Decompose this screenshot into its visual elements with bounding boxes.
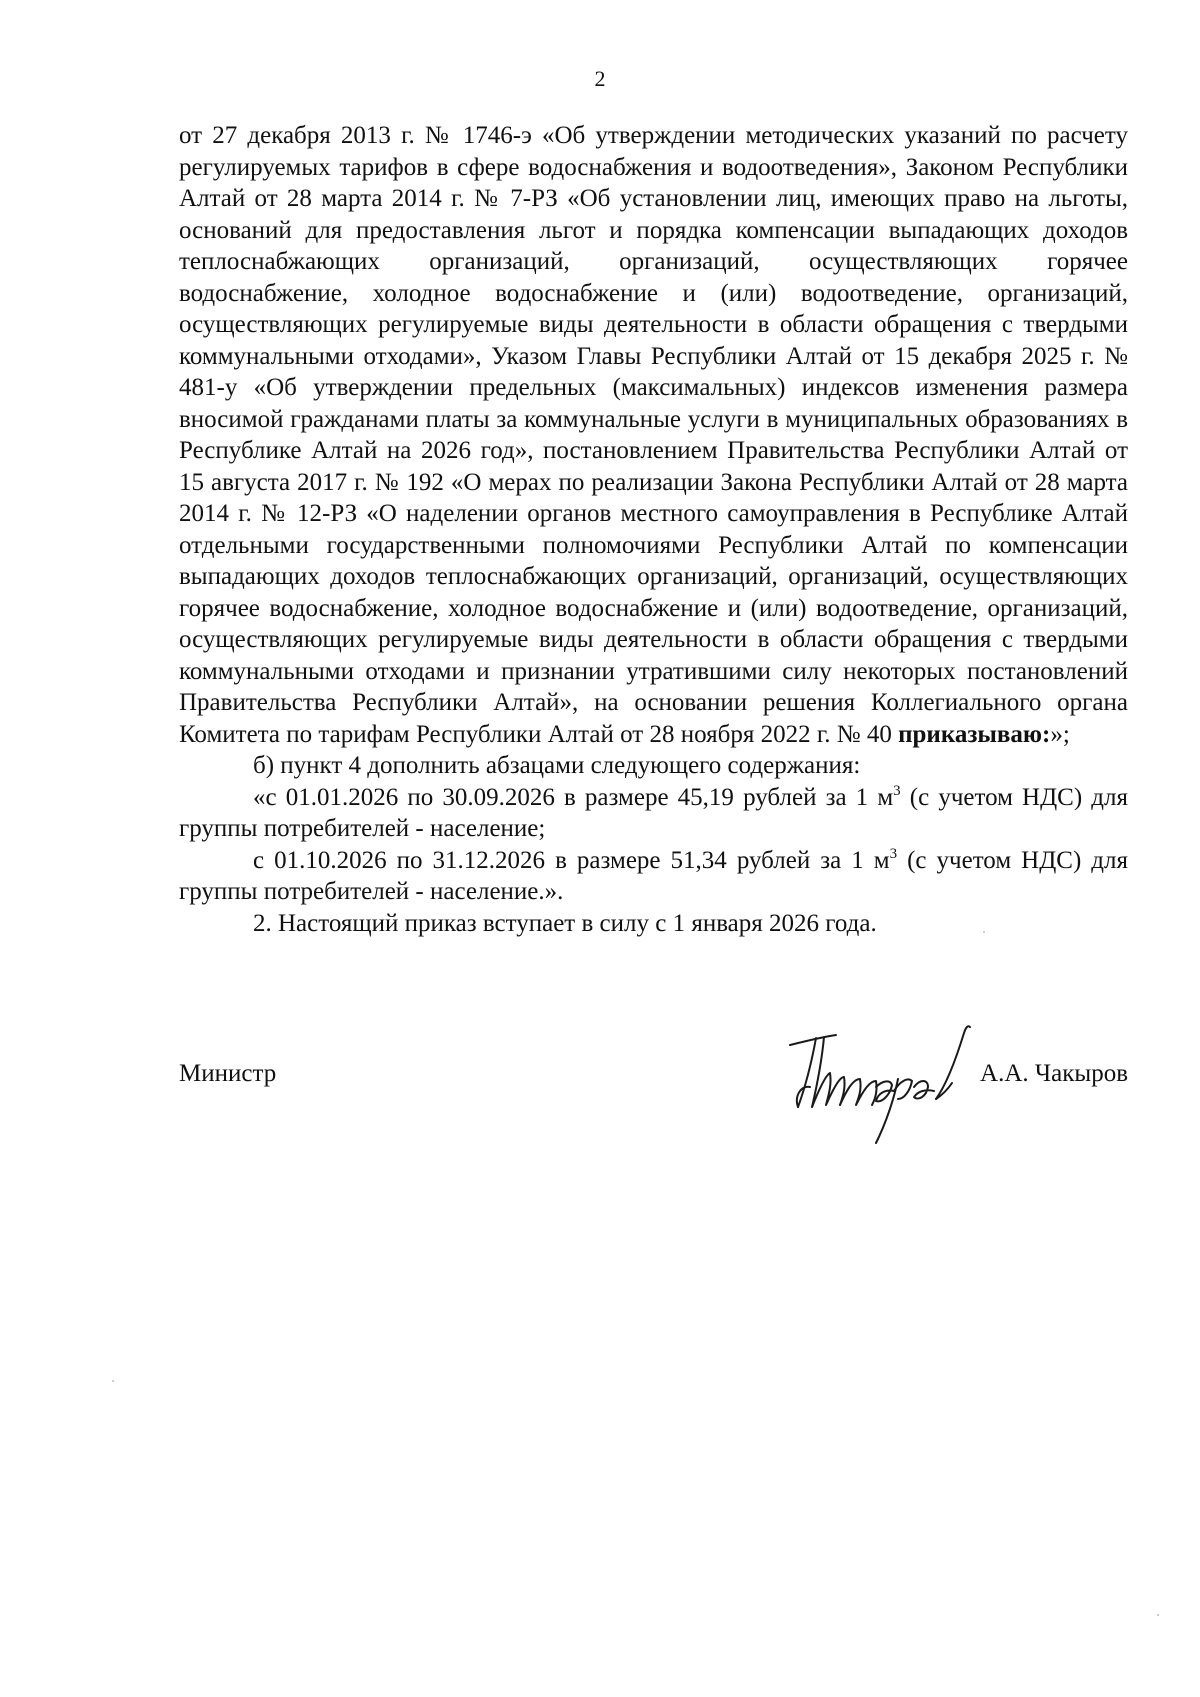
legal-basis-paragraph bbox=[179, 120, 1128, 750]
unit-exponent-1: 3 bbox=[893, 782, 901, 799]
rate-tail-1: (с учетом НДС) для группы потребителей - население; bbox=[179, 783, 1128, 842]
order-word: приказываю: bbox=[898, 720, 1051, 748]
signatory-name: А.А. Чакыров bbox=[980, 1060, 1128, 1087]
effective-date-paragraph: 2. Настоящий приказ вступает в силу с 1 января 2026 года. bbox=[253, 909, 877, 937]
rate-text-2: с 01.10.2026 по 31.12.2026 в размере 51,34 рублей за 1 м bbox=[253, 846, 890, 874]
amendment-intro: б) пункт 4 дополнить абзацами следующего содержания: bbox=[253, 752, 861, 779]
rate-tail-2: (с учетом НДС) для группы потребителей - население.». bbox=[179, 846, 1129, 905]
scan-speck bbox=[1157, 1614, 1159, 1616]
order-tail: »; bbox=[1050, 720, 1070, 748]
handwritten-signature bbox=[776, 1015, 991, 1145]
scan-speck bbox=[112, 1380, 114, 1382]
legal-basis-text: от 27 декабря 2013 г. № 1746-э «Об утверждении методических указаний по расчету регулируемых тарифов в сфере водоснабжения и водоотведения», Законом Республики Алтай от 28 марта 2014 г. № 7-РЗ «Об установлении лиц, имеющих право на льготы, оснований для предоставления льгот и порядка компенсации выпадающих доходов теплоснабжающих организаций, организаций, осуществляющих горячее водоснабжение, холодное водоснабжение и (или) водоотведение, организаций, осуществляющих регулируемые виды деятельности в области обращения с твердыми коммунальными отходами», Указом Главы Республики Алтай от 15 декабря 2025 г. № 481-у «Об утверждении предельных (максимальных) индексов изменения размера вносимой гражданами платы за коммунальные услуги в муниципальных образованиях в Республике Алтай на 2026 год», постановлением Правительства Республики Алтай от 15 августа 2017 г. № 192 «О мерах по реализации Закона Республики Алтай от 28 марта 2014 г. № 12-РЗ «О наделении органов местного самоуправления в Республике Алтай отдельными государственными полномочиями Республики Алтай по компенсации выпадающих доходов теплоснабжающих организаций, организаций, осуществляющих горячее водоснабжение, холодное водоснабжение и (или) водоотведение, организаций, осуществляющих регулируемые виды деятельности в области обращения с твердыми коммунальными отходами и признании утратившими силу некоторых постановлений Правительства Республики Алтай», на основании решения Коллегиального органа Комитета по тарифам Республики Алтай от 28 ноября 2022 г. № 40 bbox=[179, 122, 1128, 748]
signature-block bbox=[179, 1015, 1128, 1155]
signatory-position: Министр bbox=[179, 1060, 277, 1087]
document-body bbox=[179, 120, 1128, 939]
unit-exponent-2: 3 bbox=[889, 845, 898, 862]
page-number: 2 bbox=[594, 66, 606, 91]
rate-text-1: «с 01.01.2026 по 30.09.2026 в размере 45,19 рублей за 1 м bbox=[253, 783, 894, 811]
rate-paragraph-1 bbox=[179, 782, 1128, 845]
scan-speck bbox=[983, 931, 985, 933]
rate-paragraph-2 bbox=[179, 845, 1128, 908]
